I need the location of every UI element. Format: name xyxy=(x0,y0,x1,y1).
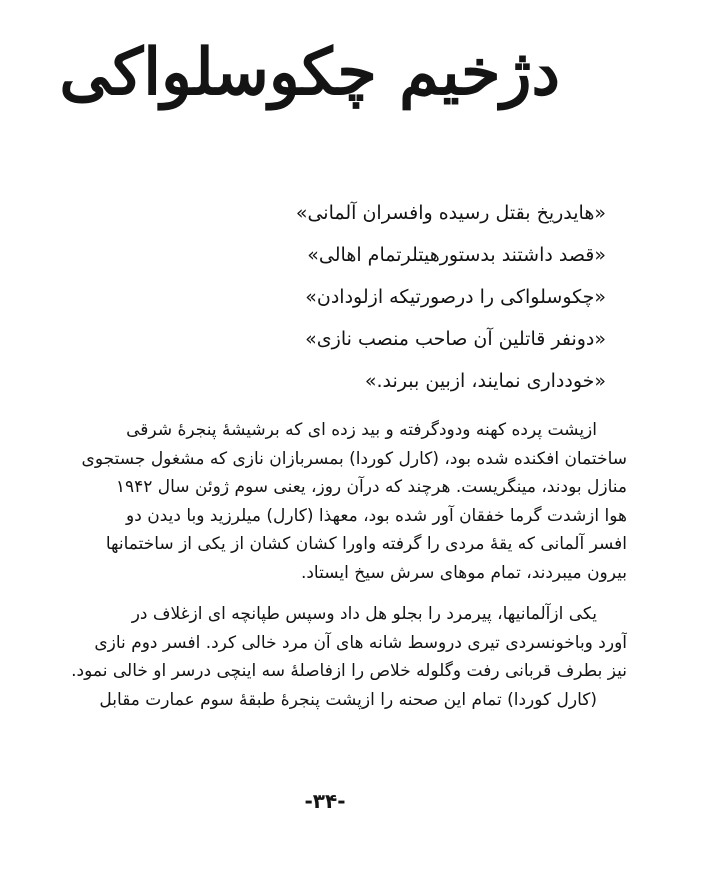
text-line: ازپشت پرده کهنه ودودگرفته و بید زده ای که برشیشهٔ پنجرهٔ شرقی xyxy=(126,420,597,440)
body-text xyxy=(27,416,627,714)
epigraph-quote xyxy=(0,192,606,402)
text-line: یکی ازآلمانیها، پیرمرد را بجلو هل داد وسپس طپانچه ای ازغلاف در xyxy=(131,604,597,624)
text-line: آورد وباخونسردی تیری دروسط شانه های آن مرد خالی کرد. افسر دوم نازی xyxy=(94,632,627,653)
text-line: نیز بطرف قربانی رفت وگلوله خلاص را ازفاصلهٔ سه اینچی درسر او خالی نمود. xyxy=(71,661,627,681)
text-line: هوا ازشدت گرما خفقان آور شده بود، معهذا (کارل) میلرزید وبا دیدن دو xyxy=(126,505,627,526)
text-line: منازل بودند، مینگریست. هرچند که درآن روز، یعنی سوم ژوئن سال ۱۹۴۲ xyxy=(115,477,627,497)
text-line: بیرون میبردند، تمام موهای سرش سیخ ایستاد. xyxy=(300,562,627,583)
quote-line: «دونفر قاتلین آن صاحب منصب نازی» xyxy=(305,328,606,350)
text-line: (کارل کوردا) تمام این صحنه را ازپشت پنجرهٔ طبقهٔ سوم عمارت مقابل xyxy=(99,689,597,710)
page-number: -۳۴- xyxy=(304,789,346,813)
quote-line: «قصد داشتند بدستورهیتلرتمام اهالی» xyxy=(307,244,606,266)
text-line: ساختمان افکنده شده بود، (کارل کوردا) بمسربازان نازی که مشغول جستجوی xyxy=(81,448,627,469)
paragraph-gap xyxy=(27,587,627,600)
quote-line: «خودداری نمایند، ازبین ببرند.» xyxy=(364,370,606,392)
quote-line: «هایدریخ بقتل رسیده وافسران آلمانی» xyxy=(295,202,606,224)
paragraph xyxy=(27,600,627,714)
text-line: افسر آلمانی که یقهٔ مردی را گرفته واورا کشان کشان از یکی از ساختمانها xyxy=(105,534,627,554)
paragraph xyxy=(27,416,627,587)
quote-line: «چکوسلواکی را درصورتیکه ازلودادن» xyxy=(305,286,606,308)
chapter-title: دژخیم چکوسلواکی xyxy=(59,35,560,110)
